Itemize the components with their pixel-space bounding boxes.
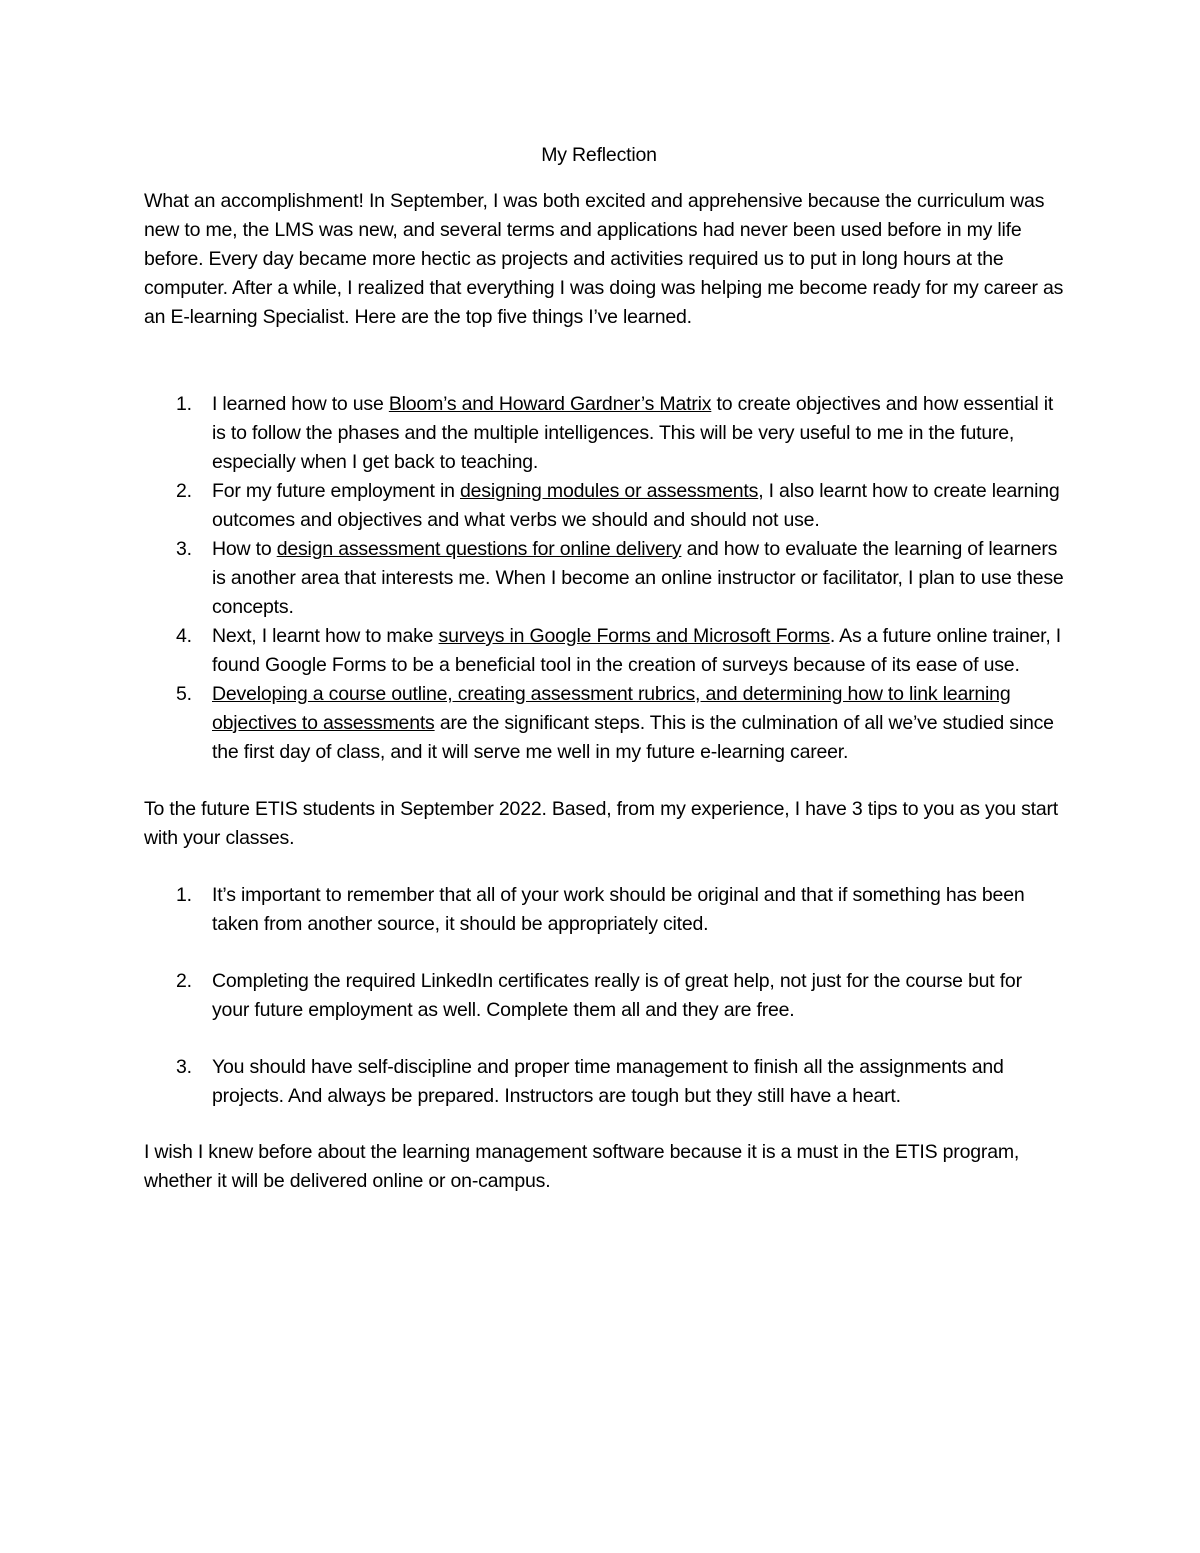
list-number: 2. — [176, 480, 192, 502]
closing-paragraph: I wish I knew before about the learning management software because it is a must in the ETIS program, whether it will be delivered online or on-campus. — [144, 1141, 1020, 1192]
tips-list — [144, 881, 1064, 1111]
item-text: to create objectives and how essential it is to follow the phases and the multiple intelligences. This will be very useful to me in the future, especially when I get back to teaching. — [212, 393, 1054, 473]
list-number: 4. — [176, 625, 192, 647]
tip-item-1 — [144, 881, 1064, 939]
tips-intro-paragraph: To the future ETIS students in September 2022. Based, from my experience, I have 3 tips to you as you start with your classes. — [144, 798, 1059, 849]
learned-item-1 — [144, 390, 1064, 477]
list-number: 3. — [176, 538, 192, 560]
document-title: My Reflection — [541, 144, 657, 166]
item-text: I learned how to use — [212, 393, 389, 415]
list-number: 1. — [176, 393, 192, 415]
learned-item-5 — [144, 680, 1064, 767]
learned-item-4 — [144, 622, 1064, 680]
item-text: and how to evaluate the learning of learners is another area that interests me. When I become an online instructor or facilitator, I plan to use these concepts. — [212, 538, 1064, 618]
item-text: Next, I learnt how to make — [212, 625, 439, 647]
item-text: . As a future online trainer, I found Google Forms to be a beneficial tool in the creation of surveys because of its ease of use. — [212, 625, 1062, 676]
document-body — [144, 141, 1064, 1196]
list-number: 2. — [176, 970, 192, 992]
item-text: Completing the required LinkedIn certificates really is of great help, not just for the course but for your future employment as well. Complete them all and they are free. — [212, 970, 1022, 1021]
item-text: You should have self-discipline and proper time management to finish all the assignments and projects. And always be prepared. Instructors are tough but they still have a heart. — [212, 1056, 1004, 1107]
item-text: How to — [212, 538, 277, 560]
item-text: For my future employment in — [212, 480, 460, 502]
list-number: 1. — [176, 884, 192, 906]
item-text: It’s important to remember that all of your work should be original and that if something has been taken from another source, it should be appropriately cited. — [212, 884, 1025, 935]
underlined-phrase: Bloom’s and Howard Gardner’s Matrix — [388, 393, 712, 415]
list-number: 3. — [176, 1056, 192, 1078]
intro-paragraph: What an accomplishment! In September, I was both excited and apprehensive because the curriculum was new to me, the LMS was new, and several terms and applications had never been used before in my life before. Every day became more hectic as projects and activities required us to put in long hours at the computer. After a while, I realized that everything I was doing was helping me become ready for my career as an E-learning Specialist. Here are the top five things I’ve learned. — [144, 190, 1064, 328]
tip-item-2 — [144, 967, 1064, 1025]
list-number: 5. — [176, 683, 192, 705]
learned-item-2 — [144, 477, 1064, 535]
item-text: are the significant steps. This is the culmination of all we’ve studied since the first day of class, and it will serve me well in my future e-learning career. — [212, 712, 1054, 763]
underlined-phrase: surveys in Google Forms and Microsoft Forms — [438, 625, 830, 647]
tip-item-3 — [144, 1053, 1064, 1111]
underlined-phrase: Developing a course outline, creating assessment rubrics, and determining how to link learning objectives to assessments — [212, 683, 1011, 734]
item-text: , I also learnt how to create learning outcomes and objectives and what verbs we should and should not use. — [212, 480, 1060, 531]
learned-item-3 — [144, 535, 1064, 622]
underlined-phrase: design assessment questions for online delivery — [276, 538, 682, 560]
underlined-phrase: designing modules or assessments — [460, 480, 759, 502]
learned-list — [144, 390, 1064, 767]
